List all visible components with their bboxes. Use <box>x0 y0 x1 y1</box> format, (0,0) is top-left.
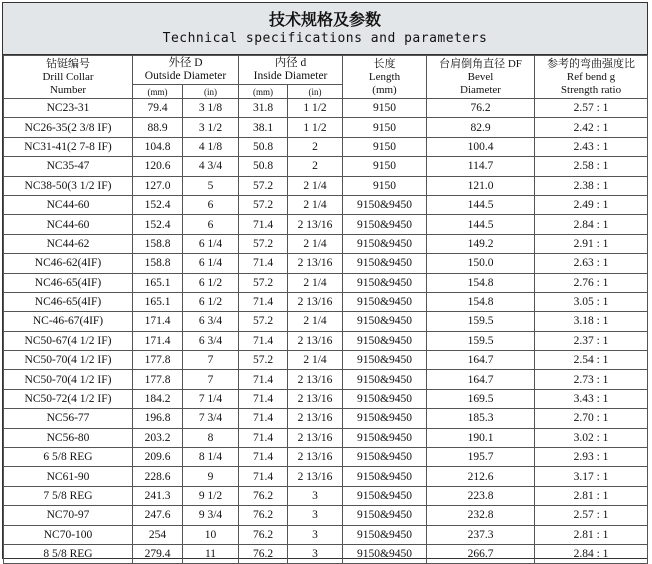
cell-bevel: 232.8 <box>427 506 535 525</box>
cell-od-mm: 196.8 <box>133 409 183 428</box>
cell-ratio: 2.37 : 1 <box>535 331 648 350</box>
cell-od-in: 7 3/4 <box>183 409 239 428</box>
cell-bevel: 223.8 <box>427 486 535 505</box>
table-row <box>4 176 648 195</box>
cell-model: NC26-35(2 3/8 IF) <box>4 118 133 137</box>
cell-id-in: 2 13/16 <box>288 448 343 467</box>
table-row <box>4 195 648 214</box>
cell-od-mm: 171.4 <box>133 312 183 331</box>
table-header <box>4 56 648 99</box>
cell-id-in: 2 13/16 <box>288 292 343 311</box>
cell-bevel: 212.6 <box>427 467 535 486</box>
cell-bevel: 159.5 <box>427 331 535 350</box>
cell-length: 9150&9450 <box>343 506 427 525</box>
cell-model: NC46-62(4IF) <box>4 254 133 273</box>
cell-od-in: 5 <box>183 176 239 195</box>
cell-ratio: 2.57 : 1 <box>535 99 648 118</box>
header-od-unit-mm: (mm) <box>133 85 183 99</box>
cell-od-mm: 120.6 <box>133 157 183 176</box>
cell-od-in: 9 1/2 <box>183 486 239 505</box>
header-od-en: Outside Diameter <box>144 70 227 82</box>
cell-model: NC46-65(4IF) <box>4 273 133 292</box>
cell-bevel: 164.7 <box>427 351 535 370</box>
cell-od-mm: 209.6 <box>133 448 183 467</box>
table-row <box>4 118 648 137</box>
cell-id-mm: 71.4 <box>239 448 288 467</box>
cell-id-mm: 57.2 <box>239 195 288 214</box>
cell-od-in: 6 <box>183 215 239 234</box>
cell-length: 9150&9450 <box>343 351 427 370</box>
cell-od-in: 3 1/8 <box>183 99 239 118</box>
cell-od-mm: 241.3 <box>133 486 183 505</box>
cell-ratio: 2.93 : 1 <box>535 448 648 467</box>
cell-id-in: 1 1/2 <box>288 118 343 137</box>
header-id-unit-in: (in) <box>288 85 343 99</box>
cell-id-in: 3 <box>288 486 343 505</box>
cell-id-mm: 71.4 <box>239 331 288 350</box>
header-bend-zh: 参考的弯曲强度比 <box>547 57 636 70</box>
cell-bevel: 144.5 <box>427 195 535 214</box>
cell-ratio: 3.17 : 1 <box>535 467 648 486</box>
cell-ratio: 2.70 : 1 <box>535 409 648 428</box>
header-od-zh: 外径 D <box>168 57 203 69</box>
header-outside-diameter <box>133 56 239 85</box>
cell-ratio: 3.43 : 1 <box>535 389 648 408</box>
cell-od-mm: 127.0 <box>133 176 183 195</box>
cell-id-mm: 71.4 <box>239 254 288 273</box>
cell-ratio: 2.58 : 1 <box>535 157 648 176</box>
header-model-en1: Drill Collar <box>42 70 94 83</box>
cell-length: 9150&9450 <box>343 331 427 350</box>
cell-ratio: 2.81 : 1 <box>535 525 648 544</box>
cell-id-mm: 57.2 <box>239 234 288 253</box>
cell-bevel: 154.8 <box>427 273 535 292</box>
table-row <box>4 525 648 544</box>
cell-length: 9150&9450 <box>343 215 427 234</box>
cell-od-in: 4 3/4 <box>183 157 239 176</box>
cell-length: 9150 <box>343 176 427 195</box>
cell-length: 9150&9450 <box>343 486 427 505</box>
cell-length: 9150&9450 <box>343 409 427 428</box>
cell-model: 6 5/8 REG <box>4 448 133 467</box>
cell-ratio: 3.18 : 1 <box>535 312 648 331</box>
cell-od-mm: 254 <box>133 525 183 544</box>
header-length-zh: 长度 <box>373 57 396 70</box>
cell-ratio: 2.63 : 1 <box>535 254 648 273</box>
cell-od-in: 8 1/4 <box>183 448 239 467</box>
table-row <box>4 273 648 292</box>
cell-id-mm: 50.8 <box>239 137 288 156</box>
table-row <box>4 312 648 331</box>
cell-length: 9150&9450 <box>343 467 427 486</box>
cell-id-mm: 71.4 <box>239 370 288 389</box>
header-length-en: Length <box>368 70 401 83</box>
cell-ratio: 3.02 : 1 <box>535 428 648 447</box>
header-bend-strength <box>535 56 648 99</box>
cell-model: 7 5/8 REG <box>4 486 133 505</box>
cell-od-in: 7 1/4 <box>183 389 239 408</box>
cell-id-mm: 57.2 <box>239 273 288 292</box>
cell-od-mm: 228.6 <box>133 467 183 486</box>
cell-length: 9150&9450 <box>343 389 427 408</box>
cell-length: 9150&9450 <box>343 292 427 311</box>
cell-bevel: 190.1 <box>427 428 535 447</box>
cell-ratio: 2.81 : 1 <box>535 486 648 505</box>
cell-length: 9150&9450 <box>343 195 427 214</box>
header-od-unit-in: (in) <box>183 85 239 99</box>
table-row <box>4 409 648 428</box>
cell-ratio: 2.57 : 1 <box>535 506 648 525</box>
header-id-en: Inside Diameter <box>253 70 328 82</box>
cell-od-mm: 177.8 <box>133 370 183 389</box>
cell-id-in: 2 <box>288 157 343 176</box>
table-row <box>4 370 648 389</box>
cell-id-in: 3 <box>288 506 343 525</box>
cell-od-in: 9 <box>183 467 239 486</box>
cell-ratio: 2.73 : 1 <box>535 370 648 389</box>
table-row <box>4 544 648 563</box>
spec-sheet <box>2 2 648 559</box>
cell-od-mm: 165.1 <box>133 273 183 292</box>
header-model <box>4 56 133 99</box>
header-model-zh: 钻铤编号 <box>46 57 90 70</box>
cell-bevel: 185.3 <box>427 409 535 428</box>
cell-od-in: 6 1/2 <box>183 273 239 292</box>
cell-bevel: 149.2 <box>427 234 535 253</box>
cell-id-in: 2 1/4 <box>288 176 343 195</box>
cell-bevel: 169.5 <box>427 389 535 408</box>
cell-length: 9150&9450 <box>343 448 427 467</box>
cell-id-mm: 71.4 <box>239 215 288 234</box>
cell-model: NC70-97 <box>4 506 133 525</box>
cell-model: NC44-60 <box>4 195 133 214</box>
cell-length: 9150&9450 <box>343 254 427 273</box>
table-row <box>4 292 648 311</box>
cell-length: 9150&9450 <box>343 370 427 389</box>
cell-od-in: 4 1/8 <box>183 137 239 156</box>
table-row <box>4 331 648 350</box>
cell-bevel: 237.3 <box>427 525 535 544</box>
cell-length: 9150&9450 <box>343 544 427 563</box>
table-row <box>4 351 648 370</box>
cell-model: NC38-50(3 1/2 IF) <box>4 176 133 195</box>
title-english: Technical specifications and parameters <box>162 31 488 46</box>
cell-model: 8 5/8 REG <box>4 544 133 563</box>
cell-model: NC31-41(2 7-8 IF) <box>4 137 133 156</box>
table-row <box>4 467 648 486</box>
table-row <box>4 428 648 447</box>
cell-id-in: 2 1/4 <box>288 234 343 253</box>
table-row <box>4 99 648 118</box>
cell-model: NC50-72(4 1/2 IF) <box>4 389 133 408</box>
cell-length: 9150&9450 <box>343 312 427 331</box>
title-banner <box>3 3 647 55</box>
cell-model: NC-46-67(4IF) <box>4 312 133 331</box>
cell-od-in: 7 <box>183 351 239 370</box>
cell-id-mm: 57.2 <box>239 176 288 195</box>
cell-model: NC44-60 <box>4 215 133 234</box>
header-bend-en1: Ref bend g <box>566 70 616 83</box>
cell-od-in: 6 1/4 <box>183 254 239 273</box>
cell-id-in: 2 <box>288 137 343 156</box>
cell-bevel: 121.0 <box>427 176 535 195</box>
cell-id-mm: 71.4 <box>239 428 288 447</box>
spec-table <box>3 55 648 564</box>
cell-model: NC50-67(4 1/2 IF) <box>4 331 133 350</box>
cell-model: NC56-80 <box>4 428 133 447</box>
header-id-zh: 内径 d <box>274 57 307 69</box>
title-chinese: 技术规格及参数 <box>268 10 381 29</box>
cell-model: NC46-65(4IF) <box>4 292 133 311</box>
header-bevel-en2: Diameter <box>460 83 501 96</box>
cell-od-mm: 171.4 <box>133 331 183 350</box>
cell-id-in: 3 <box>288 525 343 544</box>
cell-id-in: 2 13/16 <box>288 254 343 273</box>
cell-id-mm: 57.2 <box>239 351 288 370</box>
cell-bevel: 76.2 <box>427 99 535 118</box>
cell-od-in: 6 1/2 <box>183 292 239 311</box>
cell-model: NC35-47 <box>4 157 133 176</box>
cell-id-in: 3 <box>288 544 343 563</box>
cell-id-mm: 31.8 <box>239 99 288 118</box>
cell-od-in: 11 <box>183 544 239 563</box>
cell-id-mm: 71.4 <box>239 409 288 428</box>
cell-od-mm: 88.9 <box>133 118 183 137</box>
cell-od-in: 10 <box>183 525 239 544</box>
cell-ratio: 2.76 : 1 <box>535 273 648 292</box>
cell-id-in: 2 13/16 <box>288 331 343 350</box>
cell-bevel: 144.5 <box>427 215 535 234</box>
cell-length: 9150 <box>343 137 427 156</box>
cell-od-mm: 165.1 <box>133 292 183 311</box>
cell-id-in: 2 13/16 <box>288 389 343 408</box>
cell-od-mm: 152.4 <box>133 195 183 214</box>
cell-bevel: 195.7 <box>427 448 535 467</box>
header-bevel-en1: Bevel <box>467 70 494 83</box>
cell-id-mm: 71.4 <box>239 467 288 486</box>
cell-ratio: 3.05 : 1 <box>535 292 648 311</box>
cell-od-mm: 158.8 <box>133 234 183 253</box>
cell-od-in: 6 3/4 <box>183 331 239 350</box>
cell-od-in: 8 <box>183 428 239 447</box>
header-bevel-zh: 台肩倒角直径 DF <box>439 57 522 70</box>
cell-ratio: 2.49 : 1 <box>535 195 648 214</box>
cell-model: NC56-77 <box>4 409 133 428</box>
cell-id-mm: 38.1 <box>239 118 288 137</box>
cell-id-mm: 76.2 <box>239 506 288 525</box>
cell-od-in: 6 1/4 <box>183 234 239 253</box>
cell-length: 9150&9450 <box>343 428 427 447</box>
cell-od-in: 6 <box>183 195 239 214</box>
cell-ratio: 2.84 : 1 <box>535 215 648 234</box>
table-body <box>4 99 648 564</box>
cell-od-mm: 203.2 <box>133 428 183 447</box>
cell-id-in: 2 1/4 <box>288 351 343 370</box>
cell-length: 9150 <box>343 157 427 176</box>
cell-id-mm: 71.4 <box>239 389 288 408</box>
cell-ratio: 2.54 : 1 <box>535 351 648 370</box>
cell-id-in: 2 13/16 <box>288 467 343 486</box>
header-length-unit: (mm) <box>372 83 397 96</box>
cell-od-in: 7 <box>183 370 239 389</box>
cell-model: NC44-62 <box>4 234 133 253</box>
cell-id-in: 2 1/4 <box>288 273 343 292</box>
table-row <box>4 234 648 253</box>
cell-od-in: 9 3/4 <box>183 506 239 525</box>
table-row <box>4 486 648 505</box>
table-row <box>4 254 648 273</box>
cell-id-in: 2 13/16 <box>288 428 343 447</box>
header-inside-diameter <box>239 56 343 85</box>
cell-ratio: 2.91 : 1 <box>535 234 648 253</box>
cell-od-mm: 104.8 <box>133 137 183 156</box>
cell-od-mm: 184.2 <box>133 389 183 408</box>
cell-bevel: 266.7 <box>427 544 535 563</box>
cell-length: 9150&9450 <box>343 525 427 544</box>
cell-length: 9150&9450 <box>343 273 427 292</box>
cell-id-in: 2 1/4 <box>288 312 343 331</box>
cell-bevel: 150.0 <box>427 254 535 273</box>
cell-model: NC23-31 <box>4 99 133 118</box>
header-bevel-diameter <box>427 56 535 99</box>
table-row <box>4 389 648 408</box>
cell-length: 9150 <box>343 118 427 137</box>
table-row <box>4 506 648 525</box>
cell-id-in: 1 1/2 <box>288 99 343 118</box>
cell-bevel: 114.7 <box>427 157 535 176</box>
cell-model: NC70-100 <box>4 525 133 544</box>
header-model-en2: Number <box>49 83 87 96</box>
cell-model: NC50-70(4 1/2 IF) <box>4 370 133 389</box>
cell-bevel: 164.7 <box>427 370 535 389</box>
table-row <box>4 137 648 156</box>
cell-od-mm: 177.8 <box>133 351 183 370</box>
cell-bevel: 82.9 <box>427 118 535 137</box>
cell-od-in: 3 1/2 <box>183 118 239 137</box>
cell-id-mm: 50.8 <box>239 157 288 176</box>
header-length <box>343 56 427 99</box>
cell-id-in: 2 13/16 <box>288 215 343 234</box>
cell-id-mm: 71.4 <box>239 292 288 311</box>
table-row <box>4 157 648 176</box>
cell-od-mm: 152.4 <box>133 215 183 234</box>
table-row <box>4 448 648 467</box>
cell-id-in: 2 1/4 <box>288 195 343 214</box>
cell-id-mm: 76.2 <box>239 486 288 505</box>
cell-id-mm: 76.2 <box>239 525 288 544</box>
cell-id-mm: 57.2 <box>239 312 288 331</box>
cell-length: 9150&9450 <box>343 234 427 253</box>
header-id-unit-mm: (mm) <box>239 85 288 99</box>
cell-od-mm: 247.6 <box>133 506 183 525</box>
cell-model: NC50-70(4 1/2 IF) <box>4 351 133 370</box>
cell-id-in: 2 13/16 <box>288 409 343 428</box>
cell-id-in: 2 13/16 <box>288 370 343 389</box>
cell-od-mm: 279.4 <box>133 544 183 563</box>
cell-bevel: 159.5 <box>427 312 535 331</box>
cell-ratio: 2.38 : 1 <box>535 176 648 195</box>
cell-length: 9150 <box>343 99 427 118</box>
cell-od-mm: 79.4 <box>133 99 183 118</box>
cell-ratio: 2.84 : 1 <box>535 544 648 563</box>
cell-od-mm: 158.8 <box>133 254 183 273</box>
cell-id-mm: 76.2 <box>239 544 288 563</box>
cell-model: NC61-90 <box>4 467 133 486</box>
cell-bevel: 100.4 <box>427 137 535 156</box>
cell-od-in: 6 3/4 <box>183 312 239 331</box>
cell-ratio: 2.42 : 1 <box>535 118 648 137</box>
cell-bevel: 154.8 <box>427 292 535 311</box>
cell-ratio: 2.43 : 1 <box>535 137 648 156</box>
table-row <box>4 215 648 234</box>
header-bend-en2: Strength ratio <box>560 83 622 96</box>
